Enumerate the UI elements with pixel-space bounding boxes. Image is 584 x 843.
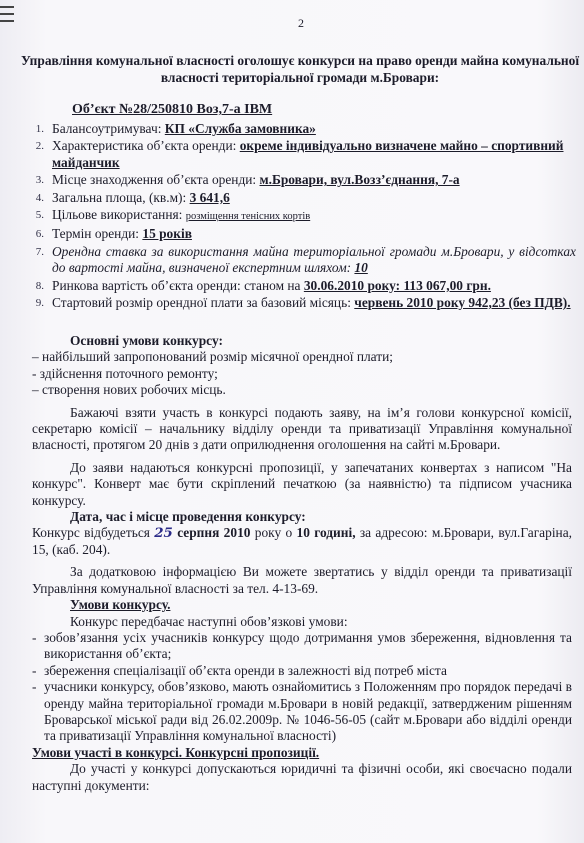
market-value: 30.06.2010 року: 113 067,00 грн. — [303, 277, 491, 293]
object-heading: Об’єкт №28/250810 Воз,7-а ІВМ — [72, 102, 273, 117]
main-conditions-heading: Основні умови конкурсу: — [70, 333, 223, 348]
rate-value: 10 — [354, 260, 368, 276]
list-item: 6. Термін оренди: 15 років — [35, 226, 192, 242]
list-item: - здійснення поточного ремонту; — [32, 365, 218, 381]
lease-term-value: 15 років — [142, 226, 192, 242]
list-item: - зобов’язання усіх учасників конкурсу щодо дотримання умов збереження, відновлення та використання об’єкта; — [32, 629, 572, 662]
contest-conditions-intro: Конкурс передбачає наступні обов’язкові умови: — [70, 613, 348, 629]
list-item: 4. Загальна площа, (кв.м): 3 641,6 — [35, 189, 230, 205]
info-paragraph: За додатковою інформацією Ви можете звертатись у відділ оренди та приватизації Управління комунальної власності за тел. 4-13-69. — [32, 564, 572, 596]
object-details-list — [6, 121, 576, 312]
location-value: м.Бровари, вул.Возз’єднання, 7-а — [259, 172, 460, 188]
date-paragraph: Конкурс відбудеться 25 серпня 2010 року о 10 годині, за адресою: м.Бровари, вул.Гагаріна, 15, (каб. 204). — [32, 525, 573, 557]
staple-mark — [0, 6, 16, 28]
list-item: - збереження спеціалізації об’єкта оренди в залежності від потреб міста — [32, 662, 447, 678]
list-item: 9. Стартовий розмір орендної плати за базовий місяць: червень 2010 року 942,23 (без ПДВ). — [35, 295, 571, 311]
list-item: - учасники конкурсу, обов’язково, мають ознайомитись з Положенням про порядок передачі в оренду майна територіальної громади м.Бровари в новій редакції, затвердженим рішенням Броварської міської ради від 26.02.2009р. № 1046-56-05 (сайт м.Бровари або відділі оренди та приватизації Управління комунальної власності) — [32, 679, 572, 744]
page-number: 2 — [298, 16, 304, 30]
document-title: Управління комунальної власності оголошує конкурси на право оренди майна комунальної власності територіальної громади м.Бровари: — [20, 53, 580, 85]
handwritten-day: 25 — [154, 525, 173, 542]
list-item: 1. Балансоутримувач: КП «Служба замовника» — [35, 121, 316, 136]
area-value: 3 641,6 — [189, 189, 230, 205]
list-item: – створення нових робочих місць. — [32, 382, 226, 398]
list-item: 5. Цільове використання: розміщення тенісних кортів — [35, 207, 311, 223]
date-heading: Дата, час і місце проведення конкурсу: — [70, 509, 306, 525]
object-characteristic-value: окреме індивідуально визначене майно – спортивний майданчик — [52, 138, 564, 170]
list-item: 8. Ринкова вартість об’єкта оренди: станом на 30.06.2010 року: 113 067,00 грн. — [35, 277, 491, 293]
participation-heading: Умови участі в конкурсі. Конкурсні пропозиції. — [32, 744, 320, 760]
list-item: 7. Орендна ставка за використання майна територіальної громади м.Бровари, у відсотках до вартості майна, визначеної експертним шляхом: 10 — [35, 243, 576, 276]
contest-conditions-heading: Умови конкурсу. — [70, 597, 171, 613]
list-item: 2. Характеристика об’єкта оренди: окреме індивідуально визначене майно – спортивний майданчик — [35, 138, 564, 170]
list-item: 3. Місце знаходження об’єкта оренди: м.Бровари, вул.Возз’єднання, 7-а — [35, 172, 460, 188]
purpose-value: розміщення тенісних кортів — [185, 211, 311, 223]
application-paragraph: Бажаючі взяти участь в конкурсі подають заяву, на ім’я голови конкурсної комісії, секретарю комісії – начальнику відділу оренди та приватизації Управління комунальної власності, протягом 20 днів з дати оприлюднення оголошення на сайті м.Бровари. — [32, 404, 572, 453]
participation-paragraph: До участі у конкурсі допускаються юридичні та фізичні особи, які своєчасно подали наступні документи: — [32, 761, 572, 793]
proposals-paragraph: До заяви надаються конкурсні пропозиції, у запечатаних конвертах з написом "На конкурс". Конверт має бути скріплений печаткою (за наявністю) та підписом учасника конкурсу. — [32, 459, 572, 508]
starting-rent-value: червень 2010 року 942,23 (без ПДВ). — [354, 295, 571, 311]
list-item: – найбільший запропонований розмір місячної орендної плати; — [32, 349, 394, 365]
document-body — [32, 333, 572, 794]
balance-holder-value: КП «Служба замовника» — [164, 121, 316, 136]
